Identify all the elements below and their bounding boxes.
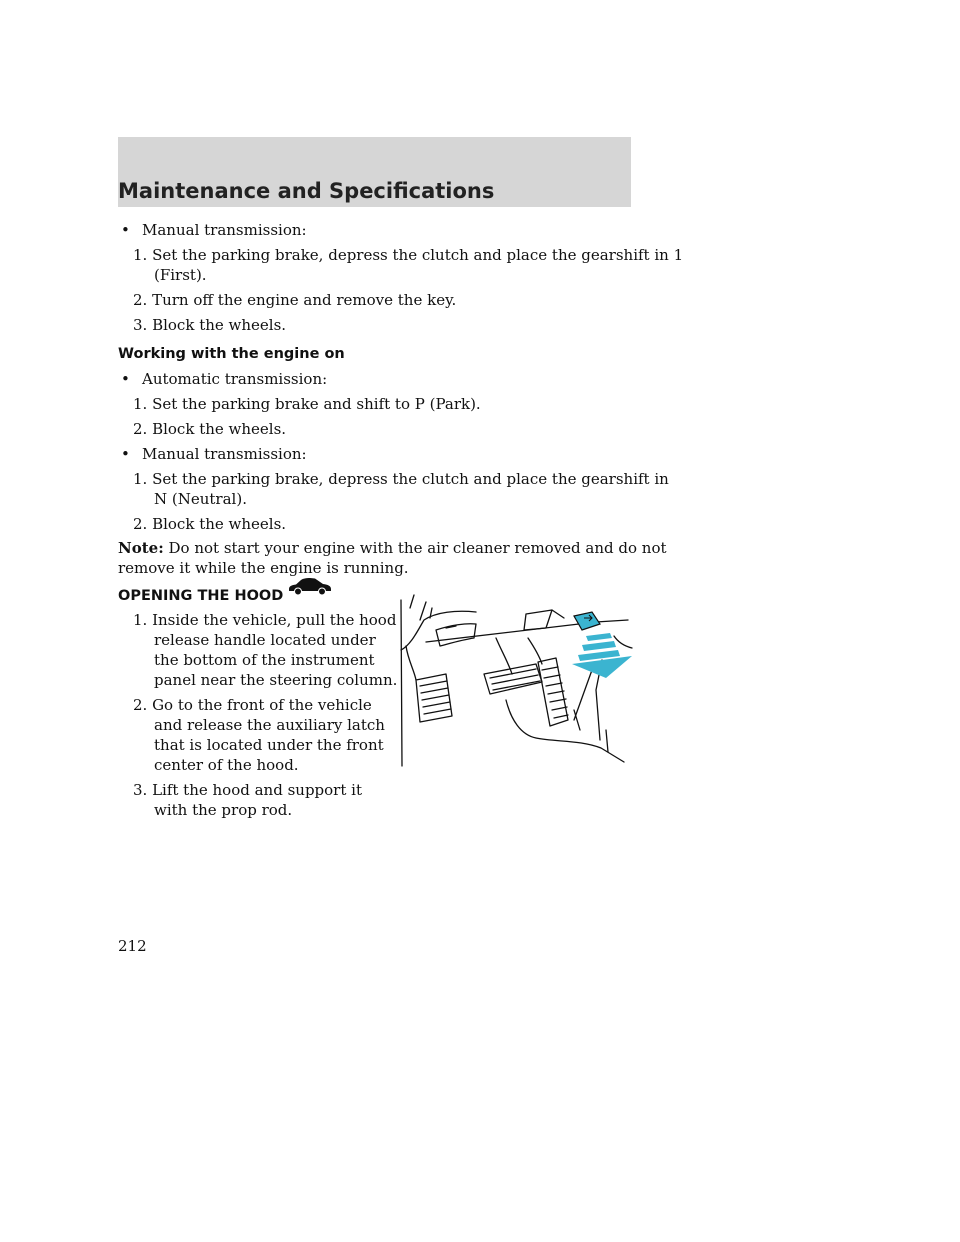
bullet-icon: • bbox=[121, 370, 130, 388]
step-text: with the prop rod. bbox=[154, 801, 293, 819]
note-line-2: remove it while the engine is running. bbox=[118, 559, 409, 577]
step-text: 2. Block the wheels. bbox=[133, 515, 287, 533]
manual-bullet-label: Manual transmission: bbox=[142, 445, 307, 463]
step-text: that is located under the front bbox=[154, 736, 384, 754]
manual-bullet-label: Manual transmission: bbox=[142, 221, 307, 239]
step-text: 2. Block the wheels. bbox=[133, 420, 287, 438]
car-icon bbox=[287, 575, 333, 597]
engine-on-heading: Working with the engine on bbox=[118, 346, 345, 362]
step-text: 3. Lift the hood and support it bbox=[133, 781, 362, 799]
note-text: Do not start your engine with the air cleaner removed and do not bbox=[168, 539, 667, 557]
note-label: Note: bbox=[118, 539, 164, 557]
step-text: 3. Block the wheels. bbox=[133, 316, 287, 334]
section-title: Maintenance and Specifications bbox=[118, 179, 495, 203]
page-number: 212 bbox=[118, 937, 147, 955]
bullet-icon: • bbox=[121, 221, 130, 239]
step-text: the bottom of the instrument bbox=[154, 651, 375, 669]
hood-release-illustration bbox=[396, 590, 636, 772]
step-text: center of the hood. bbox=[154, 756, 299, 774]
step-text: 2. Turn off the engine and remove the key. bbox=[133, 291, 457, 309]
step-text: 1. Set the parking brake, depress the clutch and place the gearshift in 1 bbox=[133, 246, 684, 264]
step-text: 2. Go to the front of the vehicle bbox=[133, 696, 372, 714]
bullet-icon: • bbox=[121, 445, 130, 463]
note-line-1 bbox=[118, 538, 667, 558]
step-text: release handle located under bbox=[154, 631, 376, 649]
step-text: panel near the steering column. bbox=[154, 671, 398, 689]
step-text: 1. Set the parking brake, depress the clutch and place the gearshift in bbox=[133, 470, 669, 488]
step-text: (First). bbox=[154, 266, 207, 284]
step-text: 1. Set the parking brake and shift to P (Park). bbox=[133, 395, 481, 413]
auto-bullet-label: Automatic transmission: bbox=[142, 370, 328, 388]
step-text: N (Neutral). bbox=[154, 490, 247, 508]
step-text: and release the auxiliary latch bbox=[154, 716, 385, 734]
hood-heading: OPENING THE HOOD bbox=[118, 588, 284, 604]
step-text: 1. Inside the vehicle, pull the hood bbox=[133, 611, 397, 629]
